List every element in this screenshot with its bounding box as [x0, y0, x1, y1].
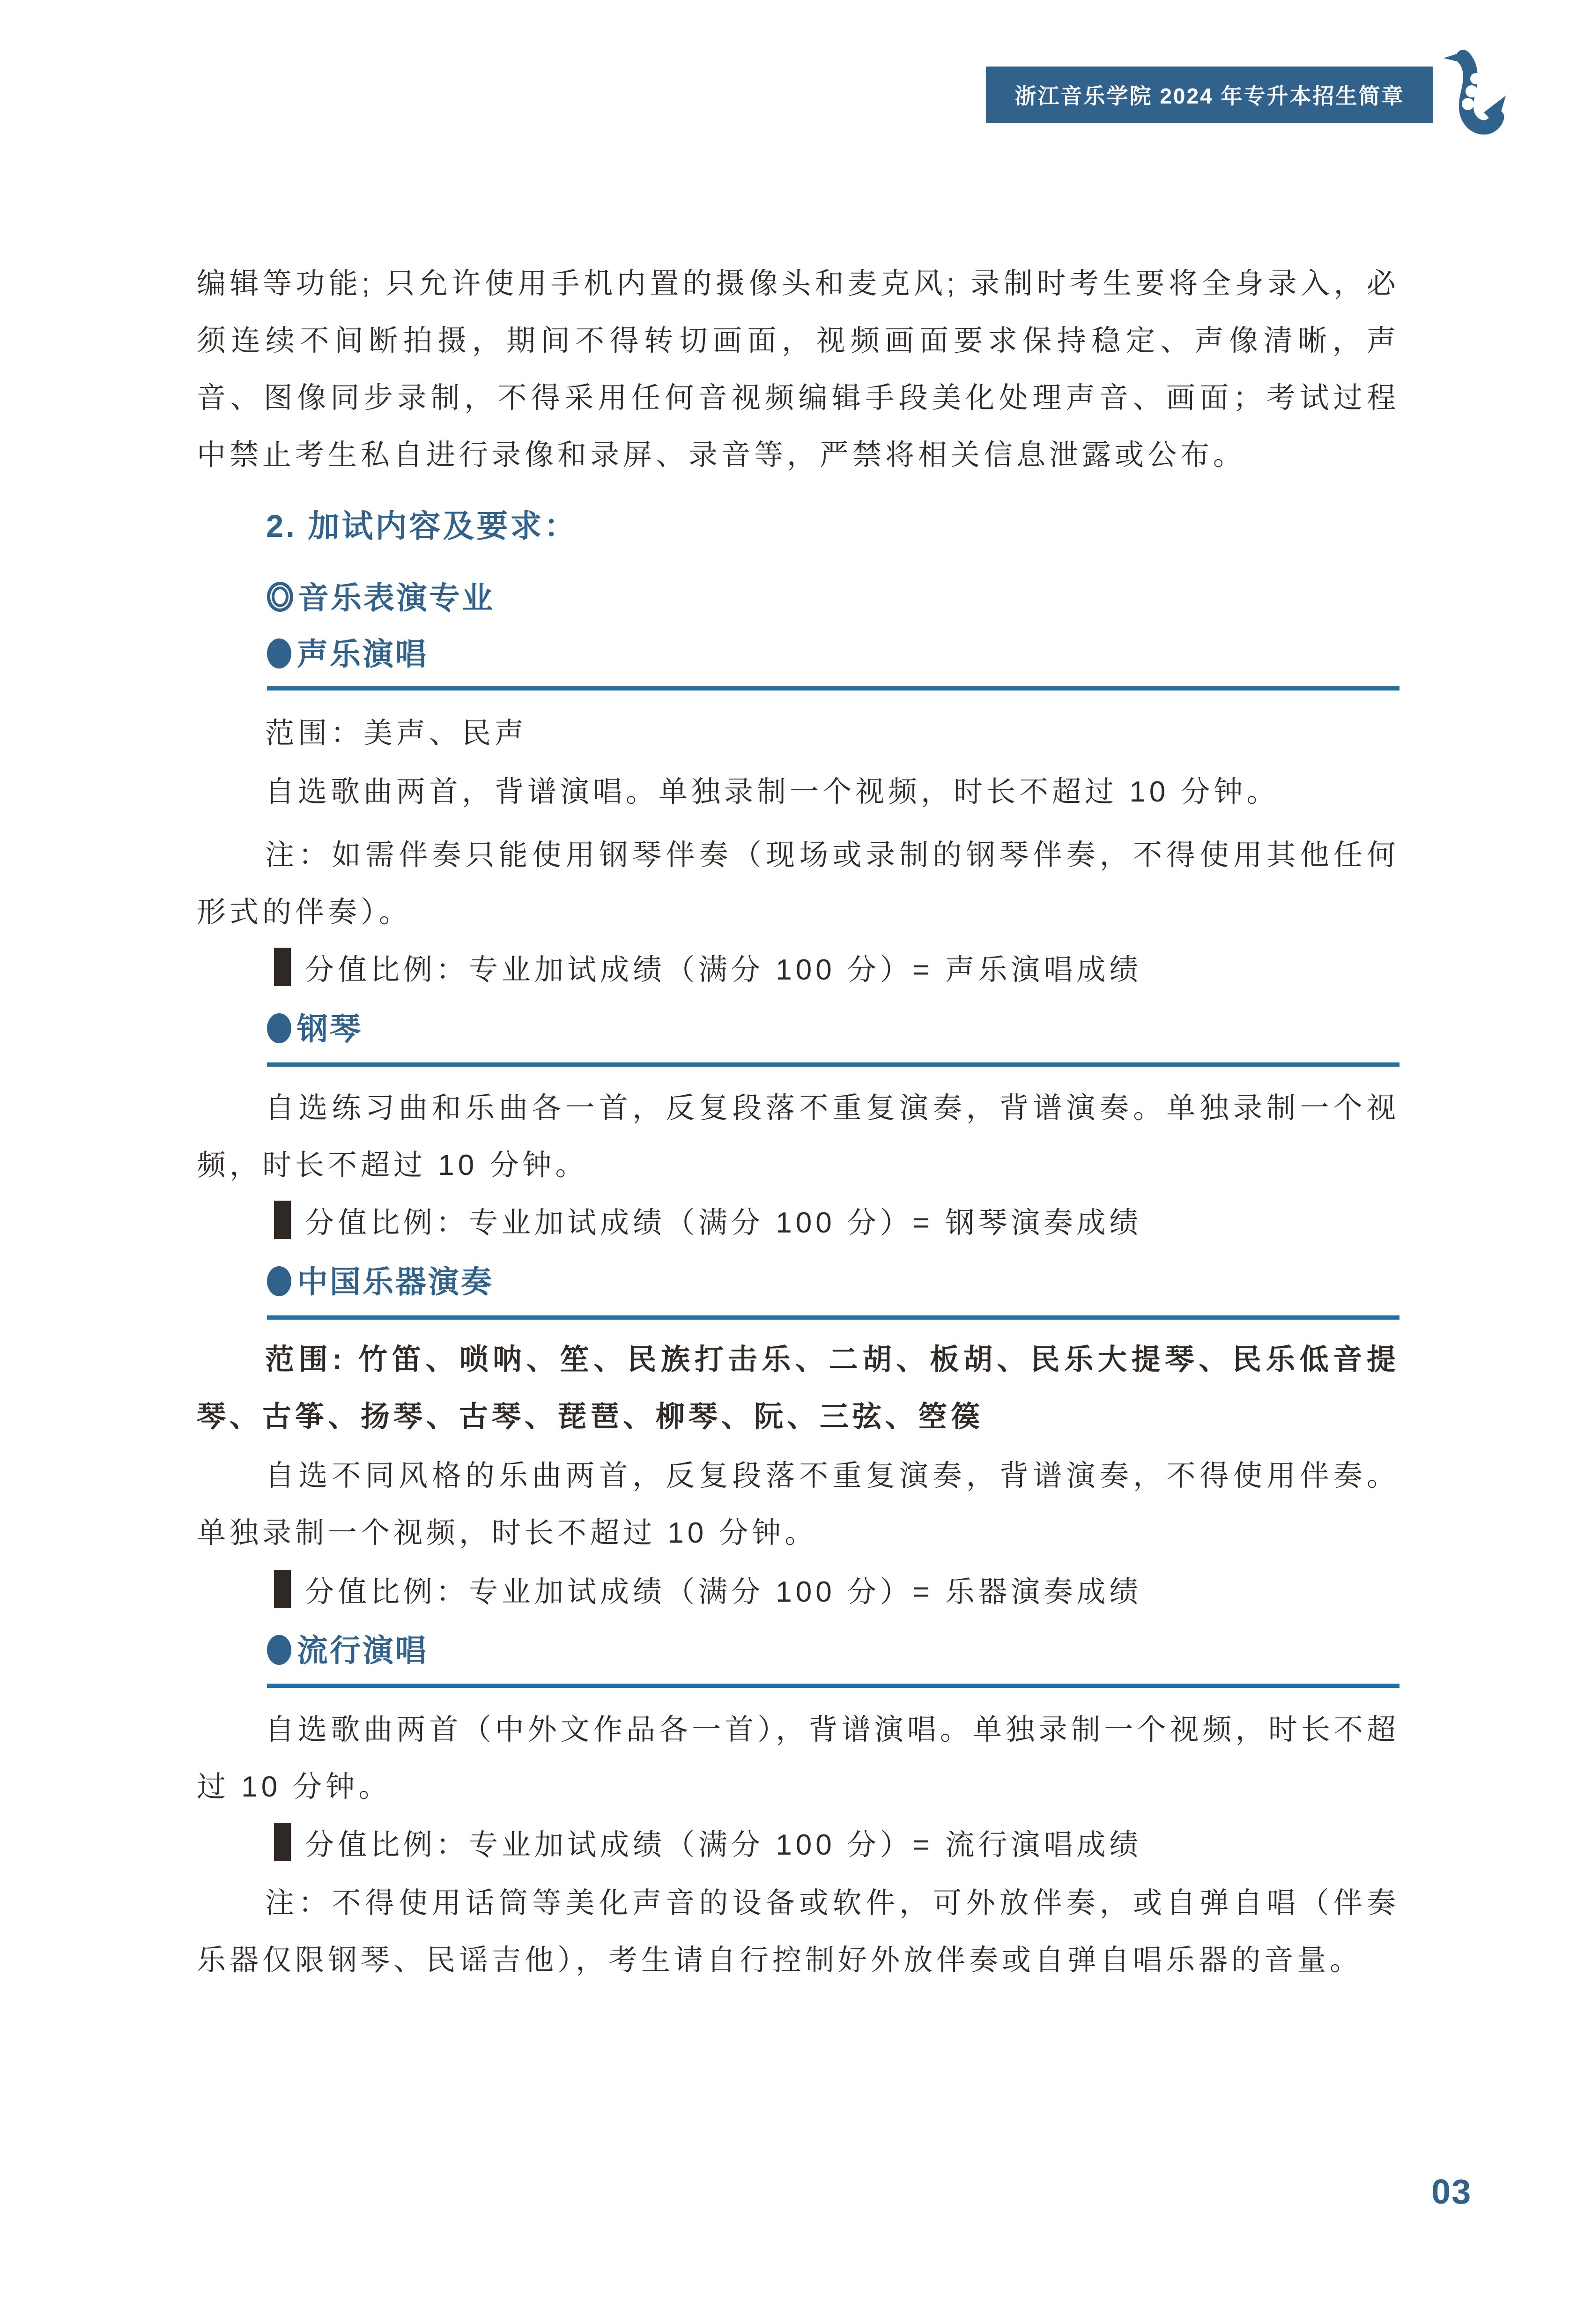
subsection-title-label: 中国乐器演奏 [297, 1264, 494, 1299]
saxophone-icon [1442, 50, 1507, 139]
black-bar-icon [274, 1570, 291, 1608]
requirement-paragraph: 自选歌曲两首，背谱演唱。单独录制一个视频，时长不超过 10 分钟。 [265, 776, 1280, 808]
black-bar-icon [274, 948, 291, 986]
score-ratio-text: 分值比例：专业加试成绩（满分 100 分）= 乐器演奏成绩 [305, 1576, 1142, 1608]
document-body [197, 255, 1399, 1989]
requirement-paragraph: 自选歌曲两首（中外文作品各一首），背谱演唱。单独录制一个视频，时长不超过 10 分钟。 [197, 1714, 1399, 1803]
header-title: 浙江音乐学院 2024 年专升本招生简章 [1014, 84, 1405, 108]
requirement-paragraph: 自选练习曲和乐曲各一首，反复段落不重复演奏，背谱演奏。单独录制一个视频，时长不超过 10 分钟。 [197, 1092, 1399, 1181]
bullet-ellipse-icon [267, 639, 291, 668]
subsection-title-pop-vocal [197, 1627, 1399, 1674]
bullet-ellipse-icon [267, 1266, 291, 1296]
score-ratio-text: 分值比例：专业加试成绩（满分 100 分）= 流行演唱成绩 [305, 1829, 1142, 1861]
subsection-title-vocal [197, 631, 1399, 677]
subsection-title-label: 流行演唱 [297, 1633, 428, 1668]
major-heading-label: 音乐表演专业 [298, 580, 495, 615]
page-number: 03 [1431, 2172, 1472, 2211]
intro-paragraph: 编辑等功能; 只允许使用手机内置的摄像头和麦克风; 录制时考生要将全身录入，必须连续不间断拍摄，期间不得转切画面，视频画面要求保持稳定、声像清晰，声音、图像同步录制，不得采用任何音视频编辑手段美化处理声音、画面；考试过程中禁止考生私自进行录像和录屏、录音等，严禁将相关信息泄露或公布。 [197, 267, 1399, 471]
bullet-ellipse-icon [267, 1013, 291, 1043]
scope-line: 范围: 竹笛、唢呐、笙、民族打击乐、二胡、板胡、民乐大提琴、民乐低音提琴、古筝、扬琴、古琴、琵琶、柳琴、阮、三弦、箜篌 [197, 1344, 1399, 1433]
subsection-title-label: 钢琴 [297, 1011, 363, 1046]
bullet-ellipse-icon [267, 1635, 291, 1665]
black-bar-icon [274, 1201, 291, 1239]
scope-line: 范围：美声、民声 [265, 717, 528, 750]
score-ratio-line [197, 1817, 1399, 1874]
score-ratio-line [197, 942, 1399, 999]
note-paragraph: 注：如需伴奏只能使用钢琴伴奏（现场或录制的钢琴伴奏，不得使用其他任何形式的伴奏）。 [197, 839, 1399, 928]
score-ratio-line [197, 1564, 1399, 1621]
section-divider-rule [267, 1062, 1399, 1067]
score-ratio-line [197, 1195, 1399, 1252]
section-divider-rule [267, 686, 1399, 691]
requirement-paragraph: 自选不同风格的乐曲两首，反复段落不重复演奏，背谱演奏，不得使用伴奏。单独录制一个视频，时长不超过 10 分钟。 [197, 1460, 1399, 1549]
black-bar-icon [274, 1823, 291, 1861]
section-divider-rule [267, 1684, 1399, 1688]
score-ratio-text: 分值比例：专业加试成绩（满分 100 分）= 声乐演唱成绩 [305, 954, 1142, 986]
note-paragraph: 注：不得使用话筒等美化声音的设备或软件，可外放伴奏，或自弹自唱（伴奏乐器仅限钢琴、民谣吉他），考生请自行控制好外放伴奏或自弹自唱乐器的音量。 [197, 1887, 1399, 1976]
section-divider-rule [267, 1315, 1399, 1320]
subsection-title-label: 声乐演唱 [297, 637, 428, 671]
score-ratio-text: 分值比例：专业加试成绩（满分 100 分）= 钢琴演奏成绩 [305, 1207, 1142, 1239]
section-heading: 2. 加试内容及要求： [266, 509, 578, 544]
subsection-title-piano [197, 1005, 1399, 1052]
header-banner [986, 67, 1433, 123]
major-heading [197, 574, 1399, 621]
subsection-title-chinese-instruments [197, 1258, 1399, 1305]
double-circle-icon [267, 582, 293, 612]
